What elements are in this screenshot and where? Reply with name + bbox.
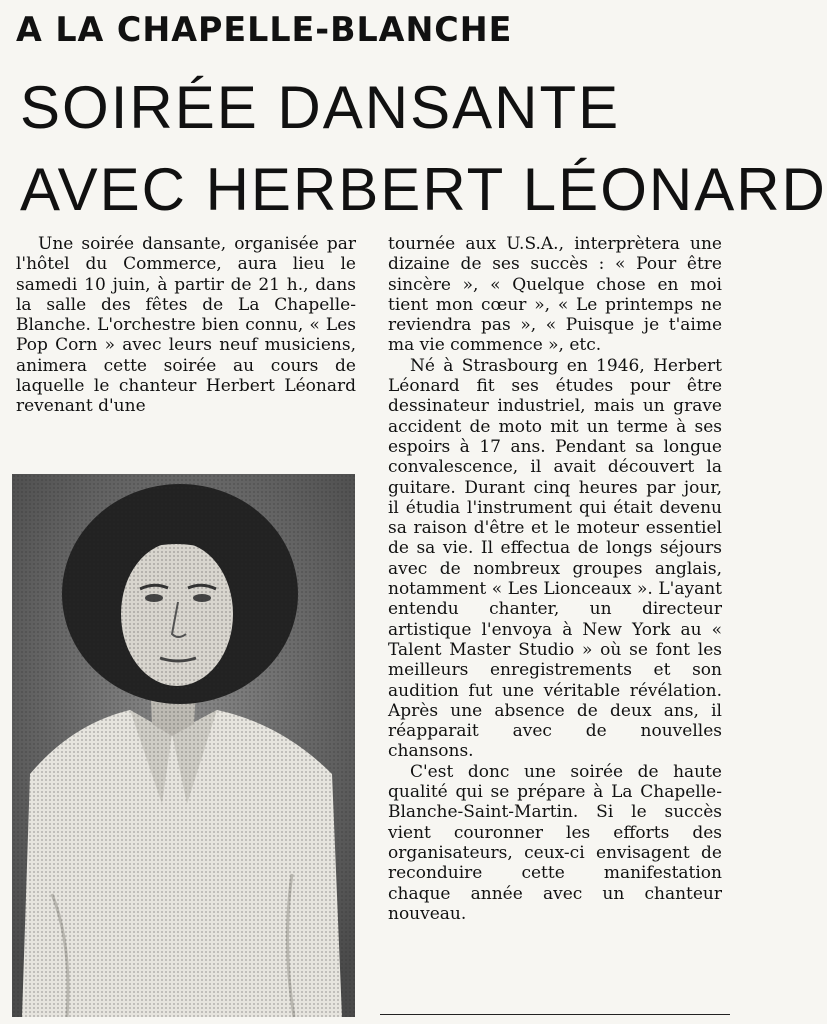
- portrait-photo: [12, 474, 355, 1017]
- headline-line-2: AVEC HERBERT LÉONARD: [20, 156, 827, 223]
- portrait-illustration: [12, 474, 355, 1017]
- kicker: A LA CHAPELLE-BLANCHE: [16, 10, 513, 50]
- article-paragraph-1: Une soirée dansante, organisée par l'hôtel du Commerce, aura lieu le samedi 10 juin, à partir de 21 h., dans la salle des fêtes de La Chapelle-Blanche. L'orchestre bien connu, « Les Pop Corn » avec leurs neuf musiciens, animera cette soirée au cours de laquelle le chanteur Herbert Léonard revenant d'une: [16, 234, 356, 417]
- article-paragraph-2: tournée aux U.S.A., interprètera une dizaine de ses succès : « Pour être sincère », « Quelque chose en moi tient mon cœur », « Le printemps ne reviendra pas », « Puisque je t'aime ma vie commence », etc.: [388, 234, 722, 356]
- bottom-rule: [380, 1014, 730, 1015]
- article-paragraph-3: Né à Strasbourg en 1946, Herbert Léonard fit ses études pour être dessinateur industriel, mais un grave accident de moto mit un terme à ses espoirs à 17 ans. Pendant sa longue convalescence, il avait découvert la guitare. Durant cinq heures par jour, il étudia l'instrument qui était devenu sa raison d'être et le moteur essentiel de sa vie. Il effectua de longs séjours avec de nombreux groupes anglais, notamment « Les Lionceaux ». L'ayant entendu chanter, un directeur artistique l'envoya à New York au « Talent Master Studio » où se font les meilleurs enregistrements et son audition fut une véritable révélation. Après une absence de deux ans, il réapparait avec de nouvelles chansons.: [388, 355, 722, 762]
- headline-line-1: SOIRÉE DANSANTE: [20, 74, 621, 141]
- article-paragraph-4: C'est donc une soirée de haute qualité qui se prépare à La Chapelle-Blanche-Saint-Martin. Si le succès vient couronner les efforts des organisateurs, ceux-ci envisagent de reconduire cette manifestation chaque année avec un chanteur nouveau.: [388, 761, 722, 924]
- article-column-right: [388, 234, 722, 924]
- article-column-left: [16, 234, 356, 417]
